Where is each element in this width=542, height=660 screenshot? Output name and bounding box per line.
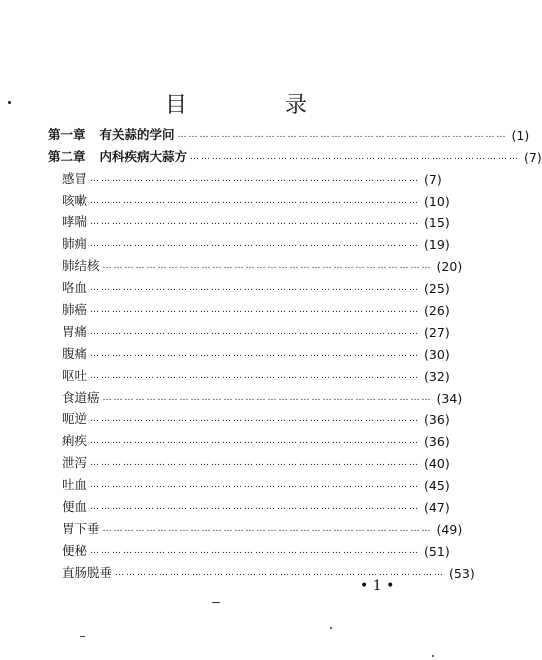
toc-section-row: [48, 318, 450, 340]
section-title: 呃逆: [62, 411, 88, 427]
dot-leader: ………………………………………………………………………………: [102, 523, 433, 534]
toc-section-row: [48, 406, 450, 428]
section-title: 痢疾: [62, 433, 88, 449]
page-number: ( 1 ): [511, 127, 530, 143]
dot-leader: ………………………………………………………………………………: [90, 458, 421, 469]
dot-leader: ………………………………………………………………………………: [90, 326, 421, 337]
page-number: ( 32 ): [424, 368, 450, 384]
section-title: 直肠脱垂: [62, 564, 113, 580]
dot-leader: ………………………………………………………………………………: [90, 173, 421, 184]
page-folio: • 1 •: [360, 578, 395, 594]
page-number: ( 45 ): [424, 478, 450, 494]
section-title: 胃下垂: [62, 520, 100, 536]
toc-section-row: [48, 427, 450, 450]
page-number: ( 49 ): [436, 521, 463, 537]
section-title: 腹痛: [62, 345, 88, 361]
toc-section-row: [48, 340, 450, 362]
page-number: ( 25 ): [424, 281, 450, 297]
dot-leader: ………………………………………………………………………………: [90, 217, 421, 228]
scan-speck: [432, 655, 434, 657]
dot-leader: ………………………………………………………………………………: [90, 436, 421, 447]
section-title: 便秘: [62, 542, 88, 558]
section-title: 哮喘: [62, 214, 88, 230]
dot-leader: ………………………………………………………………………………: [115, 567, 446, 578]
page-number: ( 53 ): [449, 565, 475, 581]
dot-leader: ………………………………………………………………………………: [90, 545, 421, 556]
page-number: ( 34 ): [436, 390, 463, 406]
scan-speck: [80, 636, 85, 637]
section-title: 咳嗽: [62, 192, 88, 208]
chapter-title: 内科疾病大蒜方: [99, 148, 188, 164]
dot-leader: ………………………………………………………………………………: [90, 370, 421, 381]
scan-speck: [212, 602, 220, 603]
chapter-title: 有关蒜的学问: [99, 126, 175, 142]
toc-section-row: [48, 274, 450, 297]
dot-leader: ………………………………………………………………………………: [177, 129, 508, 140]
dot-leader: ………………………………………………………………………………: [90, 239, 421, 250]
table-of-contents: [48, 121, 542, 581]
chapter-label: 第一章: [48, 126, 86, 142]
page-title: 目 录: [164, 93, 345, 118]
toc-section-row: [48, 230, 450, 253]
toc-section-row: [48, 209, 450, 231]
toc-section-row: [48, 165, 442, 187]
dot-leader: ………………………………………………………………………………: [90, 502, 421, 513]
toc-section-row: [48, 296, 450, 319]
toc-section-row: [48, 515, 463, 537]
dot-leader: ………………………………………………………………………………: [90, 283, 421, 294]
page-number: ( 40 ): [424, 456, 450, 472]
dot-leader: ………………………………………………………………………………: [102, 261, 433, 272]
section-title: 咯血: [62, 280, 88, 296]
dot-leader: ………………………………………………………………………………: [102, 392, 433, 403]
toc-section-row: [48, 187, 450, 209]
toc-section-row: [48, 449, 450, 472]
page-number: ( 15 ): [424, 215, 450, 231]
dot-leader: ………………………………………………………………………………: [90, 195, 421, 206]
scan-speck: [330, 627, 332, 629]
section-title: 泄泻: [62, 455, 88, 471]
section-title: 感冒: [62, 170, 88, 186]
toc-section-row: [48, 493, 450, 516]
section-title: 肺痈: [62, 236, 88, 252]
toc-section-row: [48, 252, 463, 275]
page-number: ( 7 ): [424, 171, 442, 187]
dot-leader: ………………………………………………………………………………: [90, 414, 421, 425]
page-number: ( 20 ): [436, 259, 463, 275]
section-title: 便血: [62, 499, 88, 515]
dot-leader: ………………………………………………………………………………: [90, 348, 421, 359]
page-number: ( 47 ): [424, 500, 450, 516]
toc-section-row: [48, 471, 450, 494]
toc-chapter-row: [48, 121, 530, 143]
page-number: ( 51 ): [424, 543, 450, 559]
dot-leader: ………………………………………………………………………………: [90, 305, 421, 316]
scan-speck: [8, 101, 11, 104]
section-title: 肺癌: [62, 302, 88, 318]
toc-section-row: [48, 384, 463, 406]
section-title: 胃痛: [62, 323, 88, 339]
page-number: ( 7 ): [524, 149, 542, 165]
page-number: ( 10 ): [424, 193, 450, 209]
toc-section-row: [48, 537, 450, 559]
page-number: ( 19 ): [424, 237, 450, 253]
section-title: 吐血: [62, 477, 88, 493]
page-number: ( 36 ): [424, 434, 450, 450]
page-number: ( 26 ): [424, 303, 450, 319]
toc-chapter-row: [48, 143, 542, 165]
page-number: ( 36 ): [424, 412, 450, 428]
toc-section-row: [48, 362, 450, 384]
page-number: ( 27 ): [424, 324, 450, 340]
section-title: 呕吐: [62, 367, 88, 383]
section-title: 食道癌: [62, 389, 100, 405]
dot-leader: ………………………………………………………………………………: [190, 151, 521, 162]
chapter-label: 第二章: [48, 148, 86, 164]
dot-leader: ………………………………………………………………………………: [90, 480, 421, 491]
section-title: 肺结核: [62, 258, 100, 274]
page-number: ( 30 ): [424, 346, 450, 362]
